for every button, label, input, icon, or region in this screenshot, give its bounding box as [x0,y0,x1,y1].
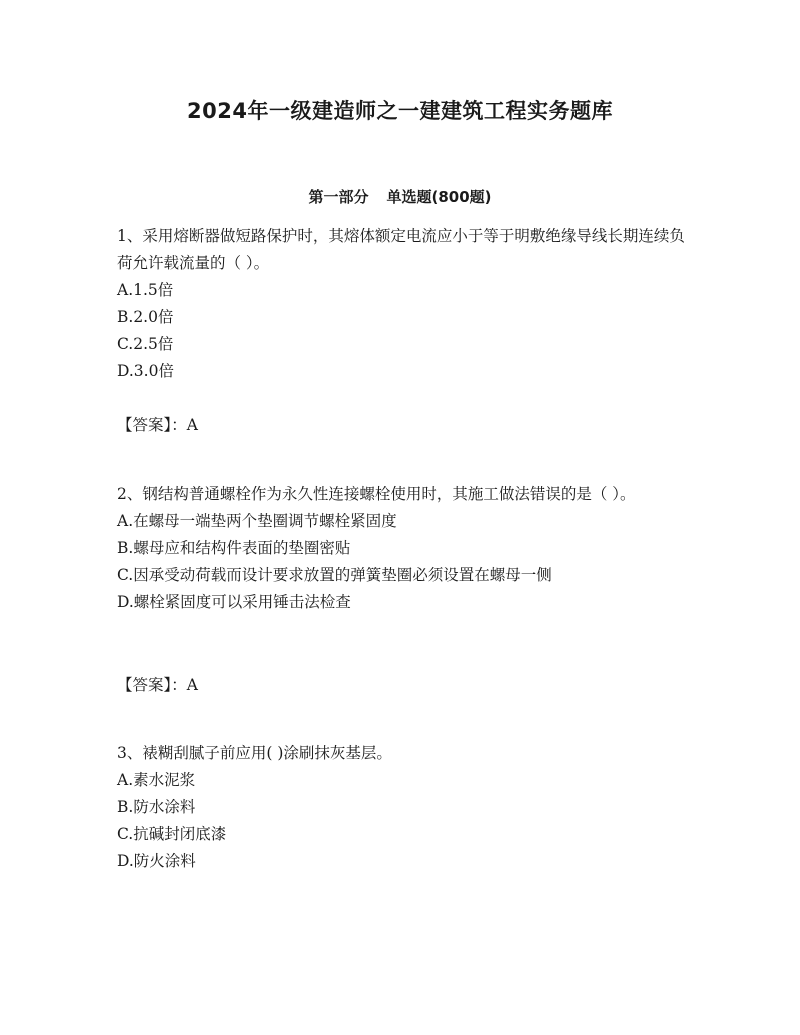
option-d: D.3.0倍 [117,362,174,380]
option-c: C.因承受动荷载而设计要求放置的弹簧垫圈必须设置在螺母一侧 [117,566,552,584]
option-a: A.1.5倍 [117,281,174,299]
option-a: A.素水泥浆 [117,771,196,789]
question-stem: 1、采用熔断器做短路保护时，其熔体额定电流应小于等于明敷绝缘导线长期连续负荷允许载流量的（ ）。 [117,227,685,272]
answer-label: 【答案】： [117,676,187,694]
answer-value: A [186,676,198,694]
option-d: D.防火涂料 [117,852,196,870]
question-1 [117,223,687,385]
question-stem: 2、钢结构普通螺栓作为永久性连接螺栓使用时，其施工做法错误的是（ ）。 [117,485,636,503]
option-b: B.2.0倍 [117,308,174,326]
option-c: C.抗碱封闭底漆 [117,825,227,843]
section-heading [0,186,800,207]
question-3 [117,740,687,875]
option-c: C.2.5倍 [117,335,174,353]
answer-2 [117,672,198,699]
answer-value: A [186,416,198,434]
answer-1 [117,412,198,439]
section-part-label: 第一部分 [308,188,369,206]
document-title: 2024年一级建造师之一建建筑工程实务题库 [187,99,613,123]
option-b: B.螺母应和结构件表面的垫圈密贴 [117,539,351,557]
option-b: B.防水涂料 [117,798,196,816]
section-type-label: 单选题(800题) [386,188,492,206]
option-d: D.螺栓紧固度可以采用锤击法检查 [117,593,351,611]
question-stem: 3、裱糊刮腻子前应用( )涂刷抹灰基层。 [117,744,392,762]
question-2 [117,481,687,616]
answer-label: 【答案】： [117,416,187,434]
option-a: A.在螺母一端垫两个垫圈调节螺栓紧固度 [117,512,397,530]
